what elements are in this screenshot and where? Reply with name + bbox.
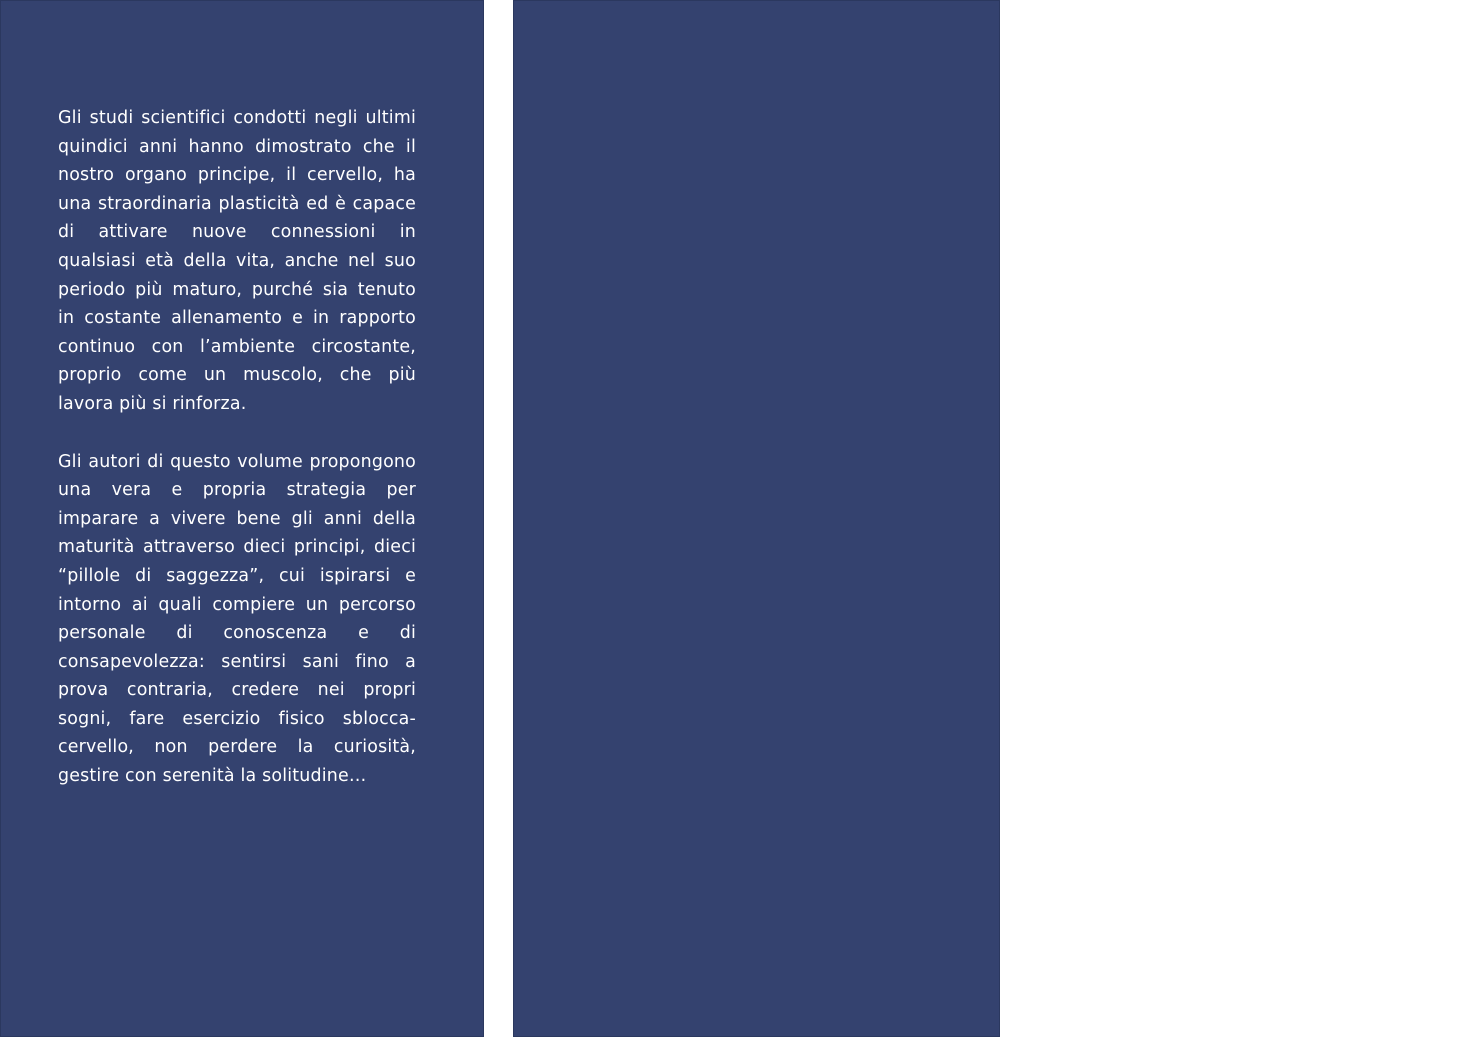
publication-title: Corriere della Sera xyxy=(1090,590,1447,630)
left-flap xyxy=(0,0,484,1037)
author-bio-text: è neuropsichiatra e geriatra. Laureato in Medicina all’Università di Messina, dopo l’esperienza di medico condotto in Aspromonte si è trasferito a Firenze all’Istituto di Gerontologia e Geriatria diretto dal professor Francesco Maria Antonini. Si è specializzato in Gerontologia e Geriatria, Malattie Nervose e Mentali, Neurofisiopatologia e Psicologia Medica. Ha lavorato tre anni in Cornovaglia alla prima Unità psicogeriatrica del Regno Unito e successivamente al St. Lawrence’s Psychiatric Hospital. Rientrato in Italia si è occupato del settore psicogeriatrico e della riabilitazione all’Ospedale I Fraticini di Firenze. È stato docente di Psicogeriatria all’Università di Firenze. xyxy=(1090,109,1447,446)
right-flap xyxy=(513,0,1448,1037)
book-description xyxy=(58,104,416,820)
author-bio-text: (FrancoAngeli). xyxy=(1313,796,1426,813)
description-paragraph-2: Gli autori di questo volume propongono una vera e propria strategia per imparare a vivere bene gli anni della maturità attraverso dieci principi, dieci “pillole di saggezza”, cui ispirarsi e intorno ai quali compiere un percorso personale di conoscenza e di consapevolezza: sentirsi sani fino a prova contraria, credere nei propri sogni, fare esercizio fisico sblocca-cervello, non perdere la curiosità, gestire con serenità la solitudine… xyxy=(58,451,416,787)
author-bio-text: è giornalista e scrittrice. Laureata in Medicina e specializzata in Gerontologia e Geriatria a Firenze, dopo qualche anno di esercizio della professione si è dedicata al giornalismo, prevalentemente scientifico. Ha lavorato al xyxy=(1090,475,1447,607)
author-name: FRANCA PORCIANI xyxy=(1090,475,1248,492)
author-bio-franca-porciani xyxy=(1090,473,1447,817)
author-bio-text: per oltre vent’anni. È stata vicepresidente del Comitato per l’etica di fine vita della Fondazione Floriani di Milano e coordinatrice del gruppo di lavoro della Carta di Firenze, un decalogo sulla relazione medico-paziente. Il suo interesse oggi si rivolge alla riflessione culturale sulla medicina e a temi storici e di costume. Nel 2012 ha pubblicato il saggio xyxy=(1090,613,1447,790)
description-paragraph-1: Gli studi scientifici condotti negli ultimi quindici anni hanno dimostrato che il nostro organo principe, il cervello, ha una straordinaria plasticità ed è capace di attivare nuove connessioni in qualsiasi età della vita, anche nel suo periodo più maturo, purché sia tenuto in costante allenamento e in rapporto continuo con l’ambiente circostante, proprio come un muscolo, che più lavora più si rinforza. xyxy=(58,108,416,414)
author-bios xyxy=(1090,106,1447,839)
author-bio-elio-musco xyxy=(1090,106,1447,450)
publication-title: Corriere Medico xyxy=(1174,590,1290,607)
author-bio-text: , poi al xyxy=(1289,590,1349,607)
author-name: ELIO MUSCO xyxy=(1090,109,1202,125)
book-title: Traffico d’organi, vecchi cannibali, nuove miserie xyxy=(1090,773,1448,813)
cover-design-credit: Progetto grafico di copertina di Cinzia Chiari xyxy=(1090,948,1347,962)
center-gap xyxy=(484,0,513,1037)
